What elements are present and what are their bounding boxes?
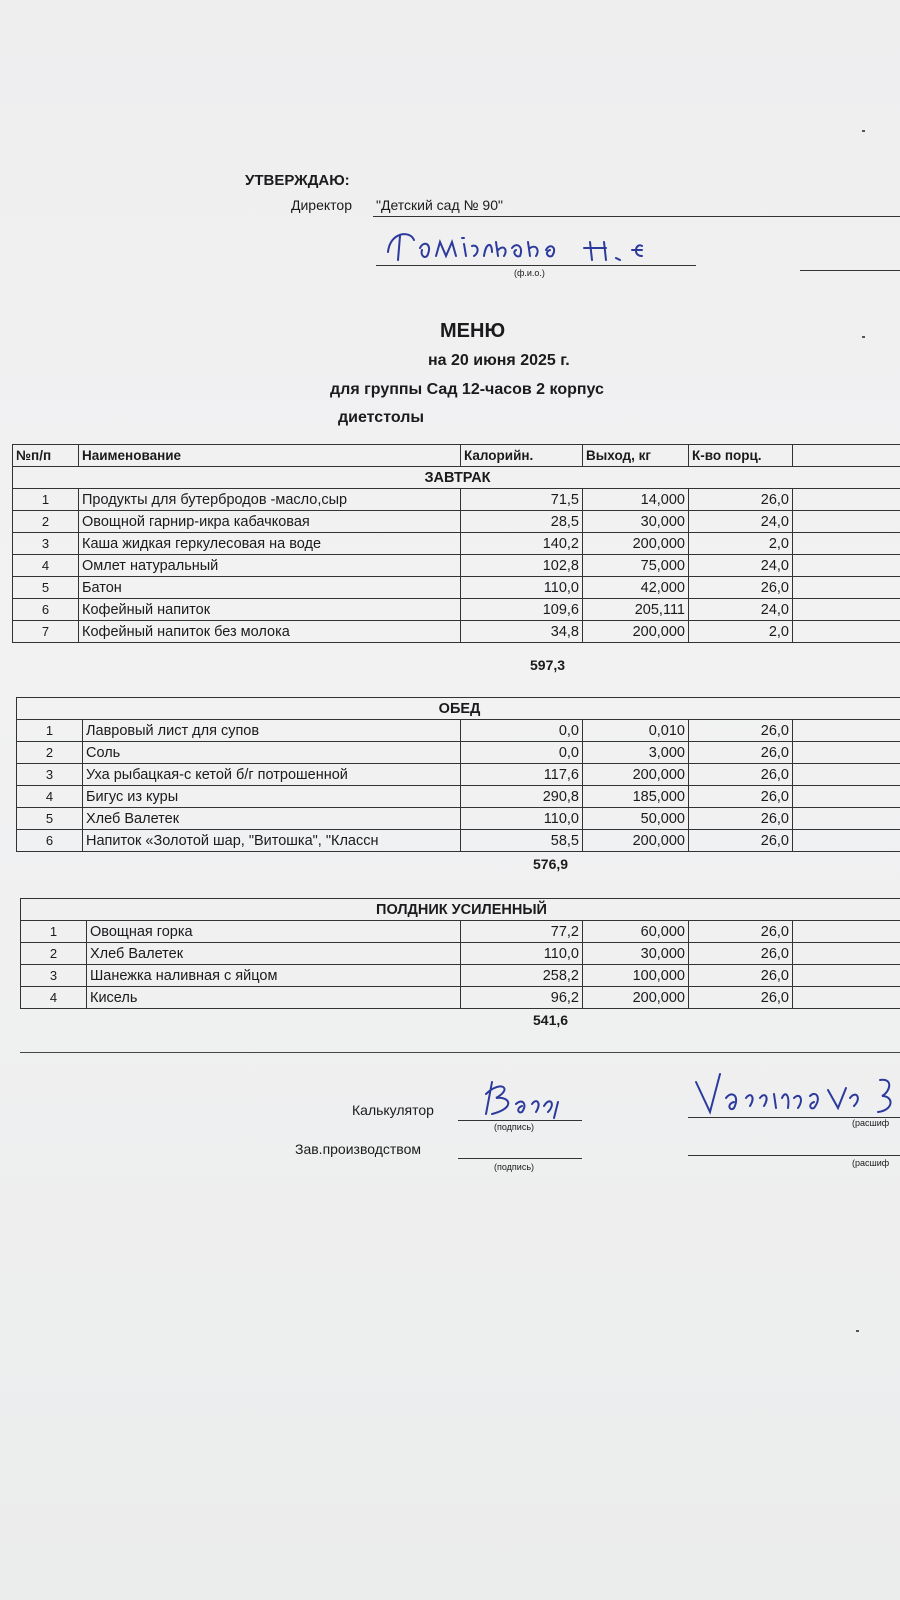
row-number: 1 [21,921,87,943]
col-cal-header: Калорийн. [461,445,583,467]
director-underline [373,216,900,217]
table-row [21,921,900,943]
row-number: 4 [17,786,83,808]
section-rows [13,489,900,643]
row-output: 30,000 [583,943,689,965]
row-output: 200,000 [583,764,689,786]
row-calories: 109,6 [461,599,583,621]
production-decoding-caption: (расшиф [852,1158,890,1168]
row-number: 6 [13,599,79,621]
table-row [17,786,900,808]
row-output: 14,000 [583,489,689,511]
production-label: Зав.производством [295,1141,421,1157]
row-portions: 26,0 [689,742,793,764]
row-empty-cell [793,965,900,987]
row-number: 3 [17,764,83,786]
row-portions: 24,0 [689,555,793,577]
row-number: 2 [13,511,79,533]
row-number: 3 [21,965,87,987]
row-output: 200,000 [583,987,689,1009]
row-output: 30,000 [583,511,689,533]
section-title: ПОЛДНИК УСИЛЕННЫЙ [21,899,900,921]
lunch-total: 576,9 [533,856,569,872]
row-empty-cell [793,720,900,742]
row-portions: 24,0 [689,511,793,533]
row-name: Овощной гарнир-икра кабачковая [79,511,461,533]
calculator-name-handwritten [690,1068,900,1118]
row-portions: 26,0 [689,577,793,599]
row-calories: 258,2 [461,965,583,987]
row-portions: 2,0 [689,621,793,643]
table-row [13,511,900,533]
row-calories: 58,5 [461,830,583,852]
row-output: 200,000 [583,621,689,643]
fio-caption: (ф.и.о.) [514,268,545,278]
row-calories: 110,0 [461,577,583,599]
production-signature-caption: (подпись) [494,1162,535,1172]
calculator-label: Калькулятор [352,1102,434,1118]
breakfast-table [12,444,900,643]
fio-underline [376,265,696,266]
calculator-signature [470,1074,580,1120]
row-name: Кофейный напиток [79,599,461,621]
row-name: Кофейный напиток без молока [79,621,461,643]
date-underline [800,270,900,271]
row-output: 75,000 [583,555,689,577]
row-name: Хлеб Валетек [87,943,461,965]
row-output: 200,000 [583,830,689,852]
row-name: Кисель [87,987,461,1009]
row-portions: 26,0 [689,965,793,987]
col-qty-header: К-во порц. [689,445,793,467]
snack-table [20,898,900,1009]
section-rows [17,720,900,852]
lunch-table [16,697,900,852]
row-number: 3 [13,533,79,555]
table-row [13,489,900,511]
director-signature [380,222,700,268]
row-empty-cell [793,577,900,599]
row-number: 5 [17,808,83,830]
menu-diet: диетстолы [338,409,425,426]
col-out-header: Выход, кг [583,445,689,467]
row-portions: 26,0 [689,720,793,742]
row-output: 50,000 [583,808,689,830]
row-output: 3,000 [583,742,689,764]
table-row [21,965,900,987]
row-calories: 28,5 [461,511,583,533]
section-title: ЗАВТРАК [13,467,900,489]
row-number: 1 [17,720,83,742]
row-calories: 71,5 [461,489,583,511]
row-output: 42,000 [583,577,689,599]
table-row [21,987,900,1009]
production-signature-line [458,1158,582,1159]
row-number: 2 [21,943,87,965]
row-calories: 96,2 [461,987,583,1009]
row-portions: 26,0 [689,987,793,1009]
snack-total: 541,6 [533,1012,569,1028]
row-name: Бигус из куры [83,786,461,808]
row-empty-cell [793,599,900,621]
row-empty-cell [793,555,900,577]
row-empty-cell [793,987,900,1009]
row-empty-cell [793,830,900,852]
director-label: Директор [291,197,352,213]
footer-divider [20,1052,900,1053]
row-name: Хлеб Валетек [83,808,461,830]
row-empty-cell [793,921,900,943]
row-calories: 110,0 [461,943,583,965]
section-title-row [21,899,900,921]
row-name: Лавровый лист для супов [83,720,461,742]
row-calories: 110,0 [461,808,583,830]
table-row [17,720,900,742]
row-output: 200,000 [583,533,689,555]
row-name: Каша жидкая геркулесовая на воде [79,533,461,555]
menu-date: на 20 июня 2025 г. [428,352,570,369]
row-empty-cell [793,808,900,830]
col-name-header: Наименование [79,445,461,467]
row-number: 4 [13,555,79,577]
table-row [13,555,900,577]
director-organization: "Детский сад № 90" [376,197,503,213]
approval-heading: УТВЕРЖДАЮ: [245,172,350,189]
row-number: 6 [17,830,83,852]
row-portions: 26,0 [689,921,793,943]
row-name: Шанежка наливная с яйцом [87,965,461,987]
table-row [13,599,900,621]
row-portions: 26,0 [689,943,793,965]
row-calories: 102,8 [461,555,583,577]
row-output: 0,010 [583,720,689,742]
row-output: 60,000 [583,921,689,943]
section-rows [21,921,900,1009]
paper-speck [862,130,865,132]
table-row [13,621,900,643]
table-row [13,533,900,555]
col-num-header: №п/п [13,445,79,467]
table-row [13,577,900,599]
row-empty-cell [793,533,900,555]
row-portions: 26,0 [689,489,793,511]
menu-title: МЕНЮ [440,320,506,342]
calculator-signature-caption: (подпись) [494,1122,535,1132]
table-header-row [13,445,900,467]
row-name: Уха рыбацкая-с кетой б/г потрошенной [83,764,461,786]
section-title-row [17,698,900,720]
paper-speck [856,1330,859,1332]
row-portions: 26,0 [689,808,793,830]
calculator-signature-line [458,1120,582,1121]
row-portions: 26,0 [689,764,793,786]
row-portions: 26,0 [689,830,793,852]
row-name: Омлет натуральный [79,555,461,577]
row-empty-cell [793,489,900,511]
row-number: 5 [13,577,79,599]
section-title-row [13,467,900,489]
col-empty-header [793,445,900,467]
row-calories: 290,8 [461,786,583,808]
row-name: Овощная горка [87,921,461,943]
table-row [21,943,900,965]
row-number: 1 [13,489,79,511]
row-calories: 140,2 [461,533,583,555]
row-calories: 0,0 [461,742,583,764]
row-number: 2 [17,742,83,764]
row-portions: 24,0 [689,599,793,621]
row-empty-cell [793,742,900,764]
row-empty-cell [793,786,900,808]
table-row [17,808,900,830]
row-name: Соль [83,742,461,764]
production-decoding-line [688,1155,900,1156]
row-output: 205,111 [583,599,689,621]
calculator-decoding-caption: (расшиф [852,1118,890,1128]
row-empty-cell [793,764,900,786]
row-name: Напиток «Золотой шар, "Витошка", "Классн [83,830,461,852]
table-row [17,742,900,764]
row-calories: 34,8 [461,621,583,643]
section-title: ОБЕД [17,698,900,720]
row-calories: 117,6 [461,764,583,786]
row-calories: 77,2 [461,921,583,943]
breakfast-total: 597,3 [530,657,566,673]
table-row [17,764,900,786]
paper-speck [862,336,865,338]
table-row [17,830,900,852]
row-empty-cell [793,943,900,965]
row-empty-cell [793,621,900,643]
row-portions: 2,0 [689,533,793,555]
row-portions: 26,0 [689,786,793,808]
row-number: 7 [13,621,79,643]
menu-group: для группы Сад 12-часов 2 корпус [330,381,604,398]
row-name: Продукты для бутербродов -масло,сыр [79,489,461,511]
row-output: 185,000 [583,786,689,808]
row-empty-cell [793,511,900,533]
row-calories: 0,0 [461,720,583,742]
row-name: Батон [79,577,461,599]
row-number: 4 [21,987,87,1009]
row-output: 100,000 [583,965,689,987]
